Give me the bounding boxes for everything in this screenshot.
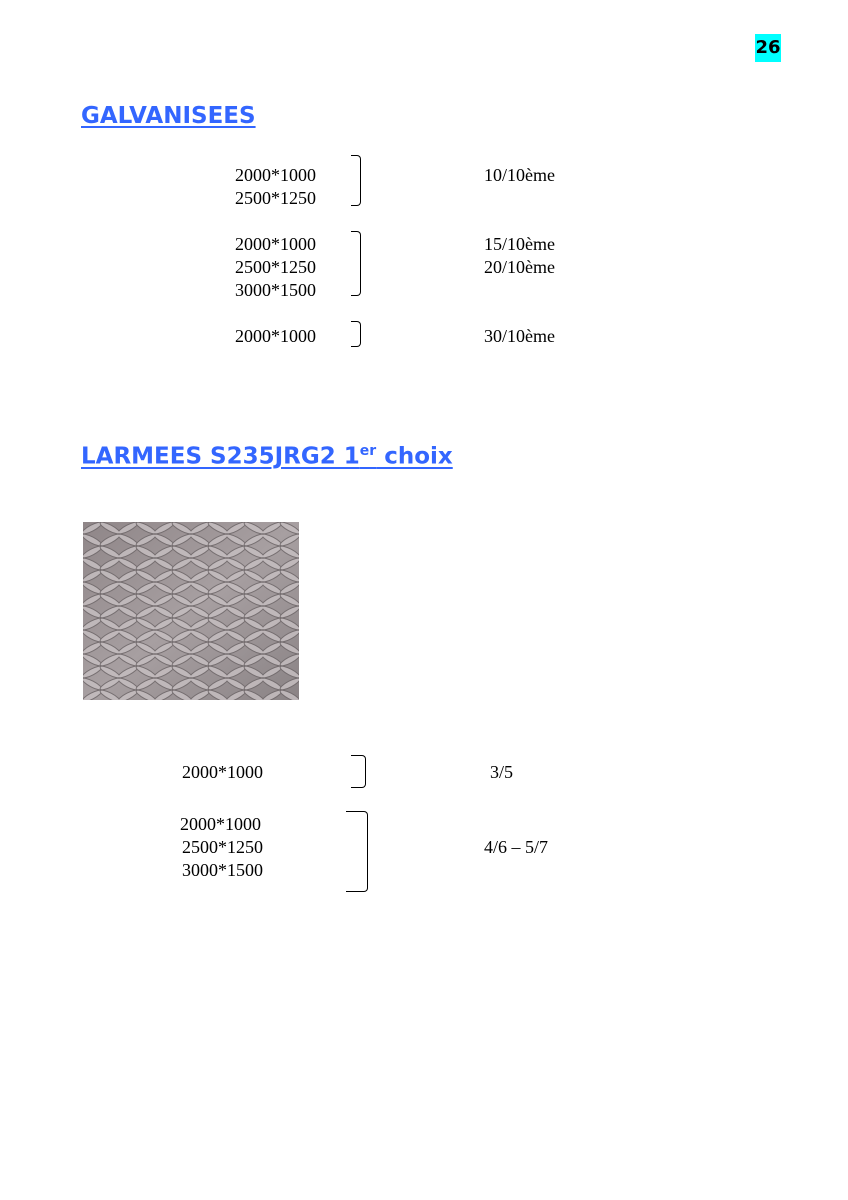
- page-number: 26: [755, 34, 781, 62]
- thickness-value: 10/10ème: [484, 165, 555, 185]
- group-bracket: [351, 155, 361, 206]
- size-value: 2500*1250: [235, 188, 316, 208]
- size-value: 3000*1500: [235, 280, 316, 300]
- size-value: 2000*1000: [235, 165, 316, 185]
- size-value: 3000*1500: [182, 860, 263, 880]
- size-value: 2000*1000: [180, 814, 261, 834]
- section-title-larmees: LARMEES S235JRG2 1er choix: [81, 443, 453, 470]
- group-bracket: [351, 755, 366, 788]
- group-bracket: [351, 321, 361, 347]
- group-bracket: [346, 811, 368, 892]
- size-value: 2000*1000: [235, 234, 316, 254]
- thickness-value: 3/5: [490, 762, 514, 782]
- size-value: 2500*1250: [182, 837, 263, 857]
- size-value: 2000*1000: [235, 326, 316, 346]
- checker-plate-photo: [83, 522, 299, 700]
- section-title-galvanisees: GALVANISEES: [81, 103, 256, 129]
- thickness-value: 15/10ème: [484, 234, 555, 254]
- size-value: 2000*1000: [182, 762, 263, 782]
- thickness-value: 20/10ème: [484, 257, 555, 277]
- size-value: 2500*1250: [235, 257, 316, 277]
- thickness-value: 4/6 – 5/7: [484, 837, 549, 857]
- group-bracket: [351, 231, 361, 296]
- thickness-value: 30/10ème: [484, 326, 555, 346]
